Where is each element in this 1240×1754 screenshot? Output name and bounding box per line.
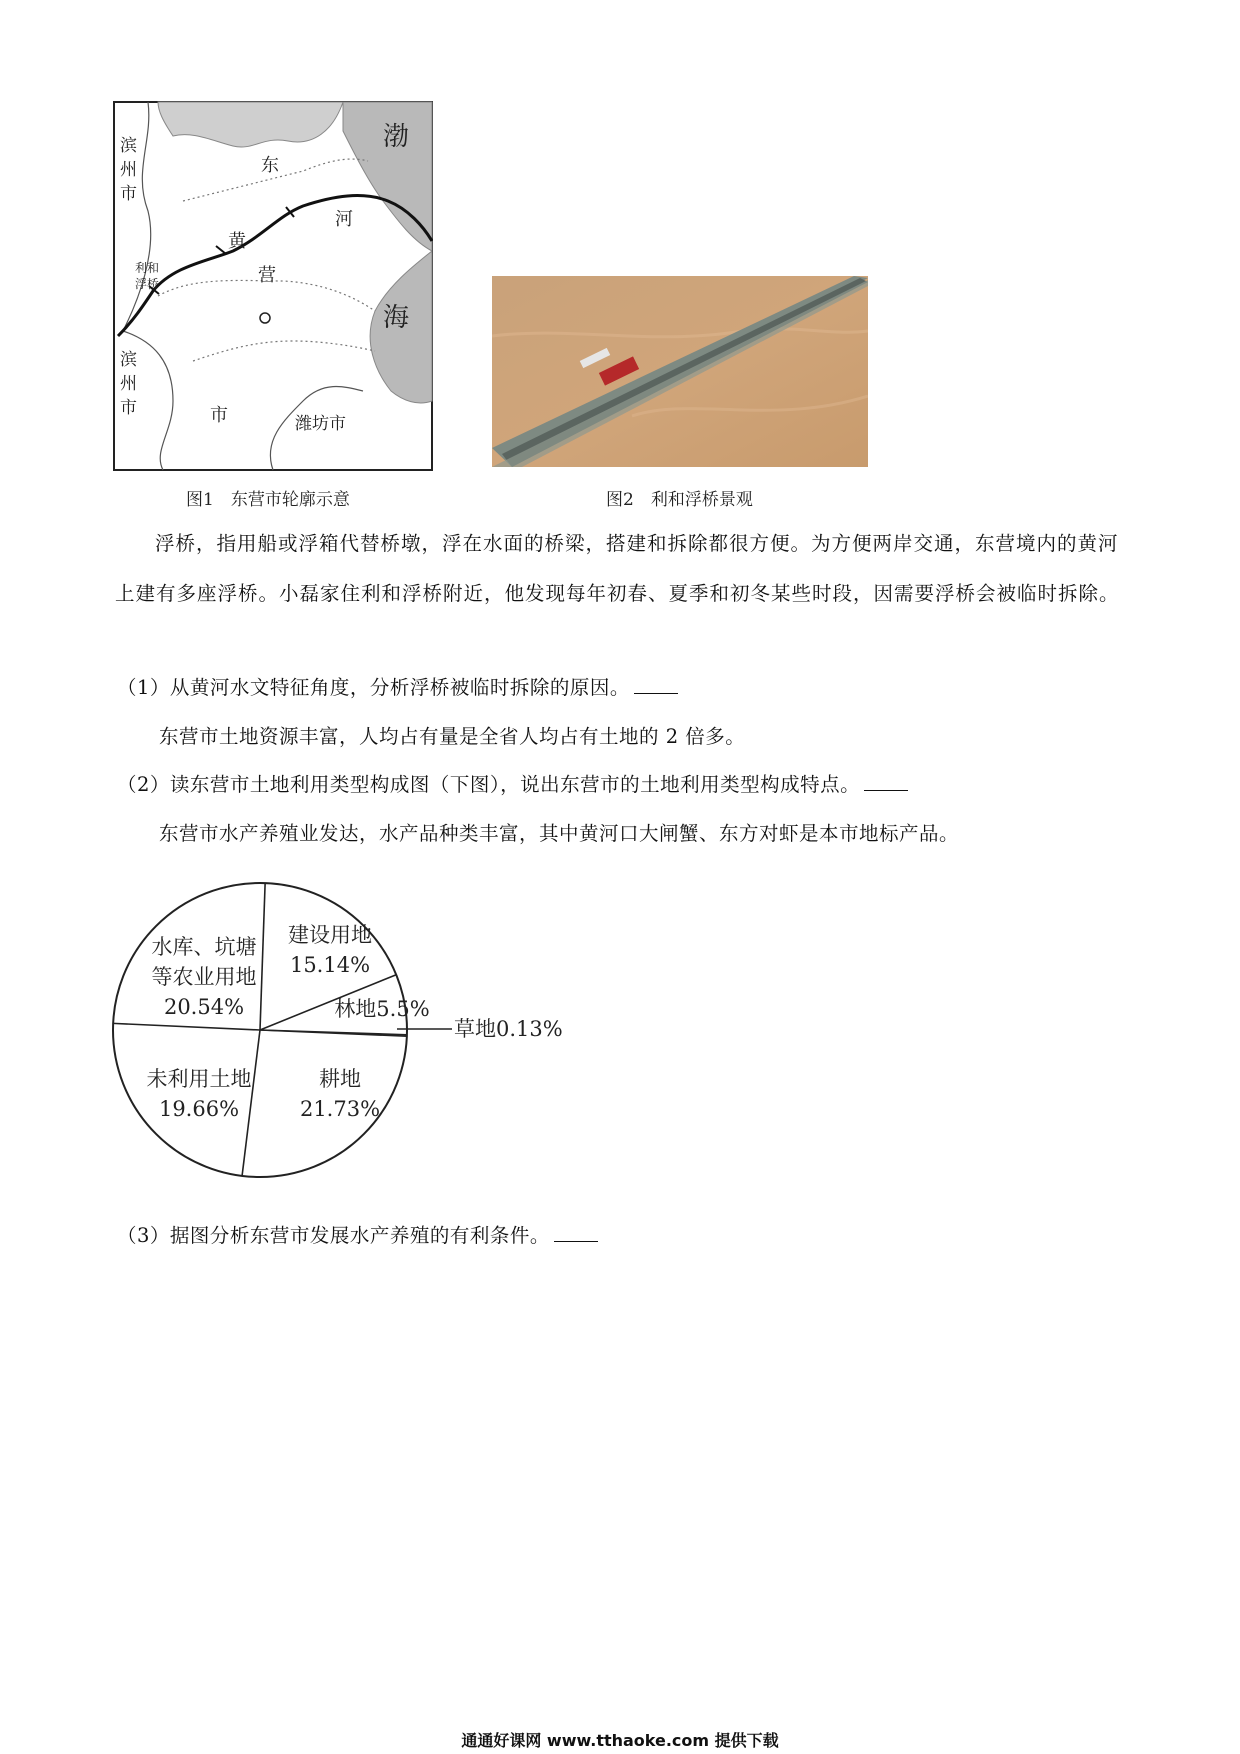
- question-2-text: （2）读东营市土地利用类型构成图（下图），说出东营市的土地利用类型构成特点。: [117, 773, 861, 796]
- bridge-label-1: 利和: [135, 261, 160, 275]
- question-2: [117, 769, 908, 797]
- land-use-pie-chart: [100, 868, 580, 1208]
- question-1: [117, 672, 678, 700]
- binzhou-bottom-3: 市: [120, 398, 137, 418]
- shi-label: 市: [210, 405, 228, 426]
- huang-label: 黄: [228, 231, 246, 252]
- binzhou-bottom-2: 州: [120, 374, 137, 394]
- slice-label-reservoir-3: 20.54%: [163, 995, 245, 1019]
- lihe-pontoon-bridge-photo: [492, 276, 868, 467]
- bohai-label-2: 海: [383, 303, 410, 333]
- slice-label-grass: 草地0.13%: [454, 1017, 563, 1041]
- page-footer: 通通好课网 www.tthaoke.com 提供下载: [461, 1731, 779, 1750]
- slice-label-unused-1: 未利用土地: [146, 1067, 252, 1091]
- slice-label-construction-1: 建设用地: [288, 923, 372, 947]
- bridge-label-2: 浮桥: [135, 277, 160, 291]
- question-1-text: （1）从黄河水文特征角度，分析浮桥被临时拆除的原因。: [117, 676, 630, 699]
- he-label: 河: [335, 209, 353, 230]
- dongying-outline-map: [113, 101, 433, 471]
- weifang-label: 潍坊市: [295, 414, 346, 434]
- intro-paragraph: 浮桥，指用船或浮箱代替桥墩，浮在水面的桥梁，搭建和拆除都很方便。为方便两岸交通，东营境内的黄河上建有多座浮桥。小磊家住利和浮桥附近，他发现每年初春、夏季和初冬某些时段，因需要浮桥会被临时拆除。: [115, 532, 1120, 605]
- slice-label-farmland-2: 21.73%: [299, 1097, 381, 1121]
- answer-blank-3[interactable]: [554, 1223, 598, 1242]
- question-3-text: （3）据图分析东营市发展水产养殖的有利条件。: [117, 1224, 550, 1247]
- binzhou-top-3: 市: [120, 184, 137, 204]
- binzhou-bottom-1: 滨: [120, 350, 137, 370]
- figure2-caption: 图2 利和浮桥景观: [606, 490, 753, 510]
- slice-label-forest: 林地5.5%: [334, 997, 430, 1021]
- binzhou-top-1: 滨: [120, 136, 137, 156]
- slice-label-reservoir-1: 水库、坑塘: [151, 935, 257, 959]
- slice-label-unused-2: 19.66%: [158, 1097, 240, 1121]
- ying-label: 营: [258, 265, 276, 286]
- pie-slices: [113, 883, 452, 1177]
- land-resource-text: 东营市土地资源丰富，人均占有量是全省人均占有土地的 2 倍多。: [159, 725, 746, 748]
- aquaculture-text: 东营市水产养殖业发达，水产品种类丰富，其中黄河口大闸蟹、东方对虾是本市地标产品。: [159, 822, 960, 845]
- figure1-caption: 图1 东营市轮廓示意: [186, 490, 350, 510]
- question-3: [117, 1220, 598, 1248]
- slice-label-farmland-1: 耕地: [319, 1067, 361, 1091]
- answer-blank-2[interactable]: [864, 772, 908, 791]
- binzhou-top-2: 州: [120, 160, 137, 180]
- bohai-label-1: 渤: [383, 122, 410, 152]
- slice-label-construction-2: 15.14%: [289, 953, 371, 977]
- slice-label-reservoir-2: 等农业用地: [151, 965, 257, 989]
- answer-blank-1[interactable]: [634, 675, 678, 694]
- dong-label: 东: [261, 155, 279, 176]
